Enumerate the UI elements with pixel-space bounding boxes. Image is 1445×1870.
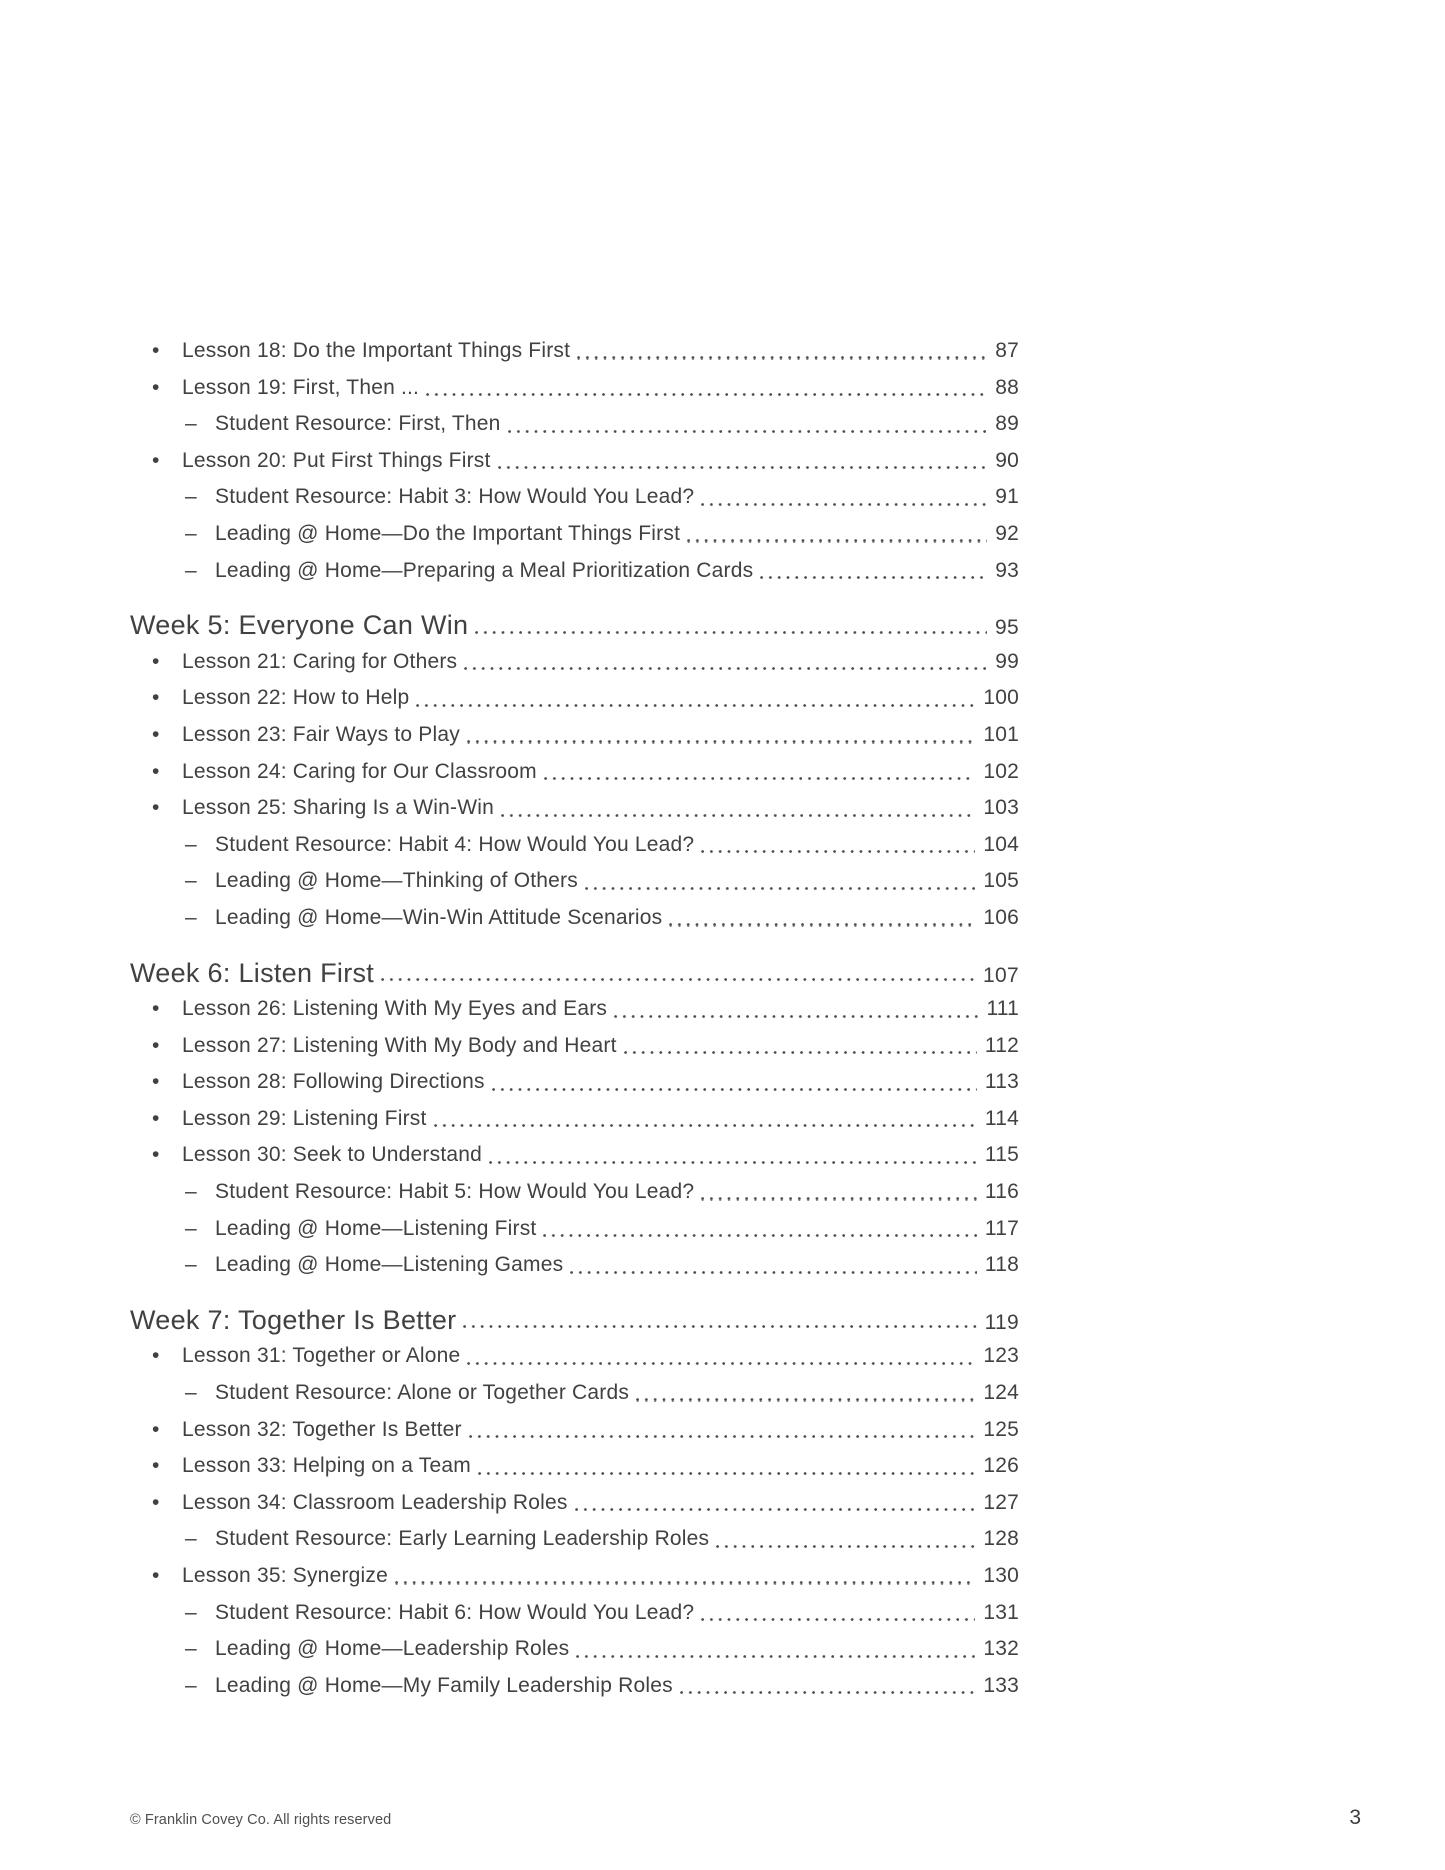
bullet-icon: • xyxy=(152,448,160,472)
toc-entry-label: Lesson 28: Following Directions xyxy=(182,1070,485,1094)
toc-entry-label: Lesson 19: First, Then ... xyxy=(182,375,420,399)
toc-entry-label: Leading @ Home—Listening First xyxy=(215,1216,537,1240)
bullet-icon: • xyxy=(152,1454,160,1478)
toc-group xyxy=(130,333,1019,589)
dash-icon: – xyxy=(185,869,197,893)
bullet-icon: • xyxy=(152,1106,160,1130)
toc-entry-row xyxy=(130,553,1019,590)
toc-entry-page-number: 88 xyxy=(995,375,1019,399)
toc-entry-label: Student Resource: Habit 3: How Would You Lead? xyxy=(215,485,695,509)
toc-entry-page-number: 123 xyxy=(983,1344,1019,1368)
toc-entry-page-number: 106 xyxy=(983,905,1019,929)
toc-entry-page-number: 114 xyxy=(984,1106,1019,1130)
dot-leader xyxy=(489,1161,977,1164)
dot-leader xyxy=(426,393,987,396)
week-heading-page-number: 107 xyxy=(983,963,1019,987)
toc-entry-label: Lesson 29: Listening First xyxy=(182,1106,427,1130)
toc-entry-page-number: 100 xyxy=(983,686,1019,710)
dot-leader xyxy=(543,1234,976,1237)
dot-leader xyxy=(381,978,975,981)
toc-entry-page-number: 128 xyxy=(983,1527,1019,1551)
dot-leader xyxy=(624,1051,977,1054)
toc-entry-row xyxy=(130,1521,1019,1558)
bullet-icon: • xyxy=(152,1033,160,1057)
toc-group xyxy=(130,1302,1019,1705)
toc-entry-page-number: 125 xyxy=(983,1417,1019,1441)
week-heading-label: Week 6: Listen First xyxy=(130,957,375,988)
toc-entry-row xyxy=(130,680,1019,717)
toc-entry-label: Lesson 34: Classroom Leadership Roles xyxy=(182,1490,568,1514)
toc-entry-page-number: 92 xyxy=(995,521,1019,545)
footer-page-number: 3 xyxy=(1349,1806,1361,1829)
dot-leader xyxy=(416,704,975,707)
toc-week-heading-row xyxy=(130,955,1019,992)
dot-leader xyxy=(544,777,976,780)
week-heading-label: Week 5: Everyone Can Win xyxy=(130,610,469,641)
dot-leader xyxy=(576,1655,975,1658)
toc-entry-label: Leading @ Home—Preparing a Meal Prioritization Cards xyxy=(215,558,754,582)
toc-entry-row xyxy=(130,406,1019,443)
dash-icon: – xyxy=(185,412,197,436)
toc-entry-label: Leading @ Home—Do the Important Things First xyxy=(215,521,681,545)
toc-entry-row xyxy=(130,1485,1019,1522)
toc-entry-page-number: 90 xyxy=(995,448,1019,472)
toc-entry-page-number: 111 xyxy=(986,997,1019,1021)
toc-entry-page-number: 127 xyxy=(983,1490,1019,1514)
dot-leader xyxy=(669,923,975,926)
dot-leader xyxy=(716,1545,975,1548)
toc-entry-row xyxy=(130,900,1019,937)
toc-entry-row xyxy=(130,790,1019,827)
toc-entry-row xyxy=(130,370,1019,407)
bullet-icon: • xyxy=(152,339,160,362)
toc-entry-row xyxy=(130,863,1019,900)
dash-icon: – xyxy=(185,1253,197,1277)
dot-leader xyxy=(492,1088,977,1091)
toc-entry-row xyxy=(130,1448,1019,1485)
toc-entry-row xyxy=(130,333,1019,370)
toc-entry-row xyxy=(130,1412,1019,1449)
dot-leader xyxy=(701,503,987,506)
dot-leader xyxy=(687,539,987,542)
toc-entry-page-number: 103 xyxy=(983,796,1019,820)
bullet-icon: • xyxy=(152,686,160,710)
toc-entry-row xyxy=(130,644,1019,681)
dot-leader xyxy=(501,814,975,817)
dot-leader xyxy=(636,1398,975,1401)
toc-entry-label: Student Resource: Habit 4: How Would You Lead? xyxy=(215,832,695,856)
toc-entry-page-number: 117 xyxy=(984,1216,1019,1240)
week-heading-page-number: 119 xyxy=(984,1310,1019,1334)
dot-leader xyxy=(467,1362,975,1365)
dot-leader xyxy=(701,1618,975,1621)
toc-entry-label: Lesson 20: Put First Things First xyxy=(182,448,491,472)
toc-entry-page-number: 101 xyxy=(983,722,1019,746)
toc-entry-label: Lesson 18: Do the Important Things First xyxy=(182,339,571,362)
dot-leader xyxy=(478,1472,975,1475)
dot-leader xyxy=(467,740,975,743)
bullet-icon: • xyxy=(152,1344,160,1368)
toc-entry-label: Leading @ Home—Thinking of Others xyxy=(215,869,578,893)
toc-entry-page-number: 99 xyxy=(995,649,1019,673)
bullet-icon: • xyxy=(152,796,160,820)
toc-entry-page-number: 112 xyxy=(984,1033,1019,1057)
bullet-icon: • xyxy=(152,1143,160,1167)
dot-leader xyxy=(469,1435,976,1438)
dash-icon: – xyxy=(185,1527,197,1551)
dot-leader xyxy=(575,1508,976,1511)
toc-entry-row xyxy=(130,1668,1019,1705)
dot-leader xyxy=(464,667,987,670)
toc-entry-row xyxy=(130,1375,1019,1412)
bullet-icon: • xyxy=(152,1070,160,1094)
toc-entry-label: Student Resource: Alone or Together Cards xyxy=(215,1381,630,1405)
toc-entry-label: Leading @ Home—Listening Games xyxy=(215,1253,564,1277)
dot-leader xyxy=(395,1581,975,1584)
toc-group xyxy=(130,955,1019,1284)
toc-entry-page-number: 91 xyxy=(995,485,1019,509)
toc-entry-row xyxy=(130,1338,1019,1375)
footer-copyright: © Franklin Covey Co. All rights reserved xyxy=(130,1812,392,1828)
bullet-icon: • xyxy=(152,649,160,673)
dash-icon: – xyxy=(185,905,197,929)
page-footer xyxy=(130,1806,1361,1830)
dash-icon: – xyxy=(185,1600,197,1624)
toc-entry-page-number: 126 xyxy=(983,1454,1019,1478)
toc-entry-page-number: 93 xyxy=(995,558,1019,582)
week-heading-label: Week 7: Together Is Better xyxy=(130,1304,457,1335)
toc-entry-row xyxy=(130,1101,1019,1138)
dash-icon: – xyxy=(185,485,197,509)
toc-week-heading-row xyxy=(130,607,1019,644)
dot-leader xyxy=(701,1197,977,1200)
dash-icon: – xyxy=(185,832,197,856)
bullet-icon: • xyxy=(152,759,160,783)
bullet-icon: • xyxy=(152,1490,160,1514)
toc-entry-row xyxy=(130,1211,1019,1248)
toc-entry-row xyxy=(130,717,1019,754)
toc-entry-label: Lesson 23: Fair Ways to Play xyxy=(182,722,460,746)
toc-entry-label: Lesson 26: Listening With My Eyes and Ears xyxy=(182,997,608,1021)
toc-entry-page-number: 104 xyxy=(983,832,1019,856)
toc-entry-row xyxy=(130,443,1019,480)
toc-entry-label: Student Resource: Habit 6: How Would You Lead? xyxy=(215,1600,695,1624)
toc-entry-row xyxy=(130,1174,1019,1211)
toc-entry-label: Lesson 35: Synergize xyxy=(182,1564,388,1587)
dot-leader xyxy=(760,576,987,579)
bullet-icon: • xyxy=(152,1417,160,1441)
toc-entry-label: Lesson 22: How to Help xyxy=(182,686,410,710)
toc-group xyxy=(130,607,1019,936)
toc xyxy=(130,333,1019,1704)
dot-leader xyxy=(570,1271,977,1274)
toc-entry-row xyxy=(130,754,1019,791)
toc-entry-page-number: 113 xyxy=(984,1070,1019,1094)
toc-entry-page-number: 132 xyxy=(983,1637,1019,1661)
toc-entry-page-number: 131 xyxy=(983,1600,1019,1624)
toc-entry-page-number: 105 xyxy=(983,869,1019,893)
dash-icon: – xyxy=(185,1637,197,1661)
dot-leader xyxy=(585,887,975,890)
dash-icon: – xyxy=(185,1673,197,1697)
toc-entry-page-number: 115 xyxy=(984,1143,1019,1167)
toc-entry-label: Student Resource: First, Then xyxy=(215,412,501,436)
toc-entry-label: Lesson 30: Seek to Understand xyxy=(182,1143,482,1167)
toc-entry-label: Lesson 33: Helping on a Team xyxy=(182,1454,471,1478)
toc-entry-row xyxy=(130,827,1019,864)
dot-leader xyxy=(434,1124,977,1127)
dash-icon: – xyxy=(185,521,197,545)
toc-entry-label: Lesson 21: Caring for Others xyxy=(182,649,458,673)
toc-entry-label: Leading @ Home—Leadership Roles xyxy=(215,1637,570,1661)
dot-leader xyxy=(577,356,987,359)
toc-entry-row xyxy=(130,1247,1019,1284)
toc-entry-row xyxy=(130,991,1019,1028)
toc-entry-label: Lesson 32: Together Is Better xyxy=(182,1417,462,1441)
toc-entry-row xyxy=(130,1558,1019,1595)
dot-leader xyxy=(614,1015,978,1018)
dash-icon: – xyxy=(185,1381,197,1405)
dot-leader xyxy=(463,1325,976,1328)
toc-week-heading-row xyxy=(130,1302,1019,1339)
toc-entry-page-number: 118 xyxy=(984,1253,1019,1277)
toc-entry-page-number: 124 xyxy=(983,1381,1019,1405)
toc-entry-row xyxy=(130,1631,1019,1668)
toc-entry-row xyxy=(130,1137,1019,1174)
dash-icon: – xyxy=(185,1180,197,1204)
dash-icon: – xyxy=(185,558,197,582)
toc-entry-label: Lesson 24: Caring for Our Classroom xyxy=(182,759,537,783)
toc-entry-row xyxy=(130,516,1019,553)
week-heading-page-number: 95 xyxy=(995,616,1019,640)
dot-leader xyxy=(680,1691,975,1694)
dash-icon: – xyxy=(185,1216,197,1240)
bullet-icon: • xyxy=(152,722,160,746)
dot-leader xyxy=(508,430,988,433)
dot-leader xyxy=(498,466,988,469)
toc-entry-row xyxy=(130,1595,1019,1632)
bullet-icon: • xyxy=(152,375,160,399)
toc-entry-page-number: 130 xyxy=(983,1564,1019,1587)
dot-leader xyxy=(475,631,987,634)
toc-entry-page-number: 133 xyxy=(983,1673,1019,1697)
toc-entry-label: Lesson 27: Listening With My Body and Heart xyxy=(182,1033,617,1057)
toc-entry-page-number: 89 xyxy=(995,412,1019,436)
toc-entry-page-number: 116 xyxy=(984,1180,1019,1204)
toc-entry-label: Student Resource: Early Learning Leadership Roles xyxy=(215,1527,710,1551)
toc-entry-label: Lesson 25: Sharing Is a Win-Win xyxy=(182,796,495,820)
toc-entry-page-number: 87 xyxy=(995,339,1019,362)
toc-entry-label: Leading @ Home—My Family Leadership Roles xyxy=(215,1673,673,1697)
toc-entry-page-number: 102 xyxy=(983,759,1019,783)
dot-leader xyxy=(701,850,975,853)
toc-entry-label: Lesson 31: Together or Alone xyxy=(182,1344,461,1368)
bullet-icon: • xyxy=(152,1564,160,1587)
toc-entry-row xyxy=(130,1028,1019,1065)
toc-entry-label: Student Resource: Habit 5: How Would You Lead? xyxy=(215,1180,695,1204)
toc-entry-row xyxy=(130,1064,1019,1101)
bullet-icon: • xyxy=(152,997,160,1021)
toc-entry-row xyxy=(130,479,1019,516)
toc-entry-label: Leading @ Home—Win-Win Attitude Scenarios xyxy=(215,905,663,929)
